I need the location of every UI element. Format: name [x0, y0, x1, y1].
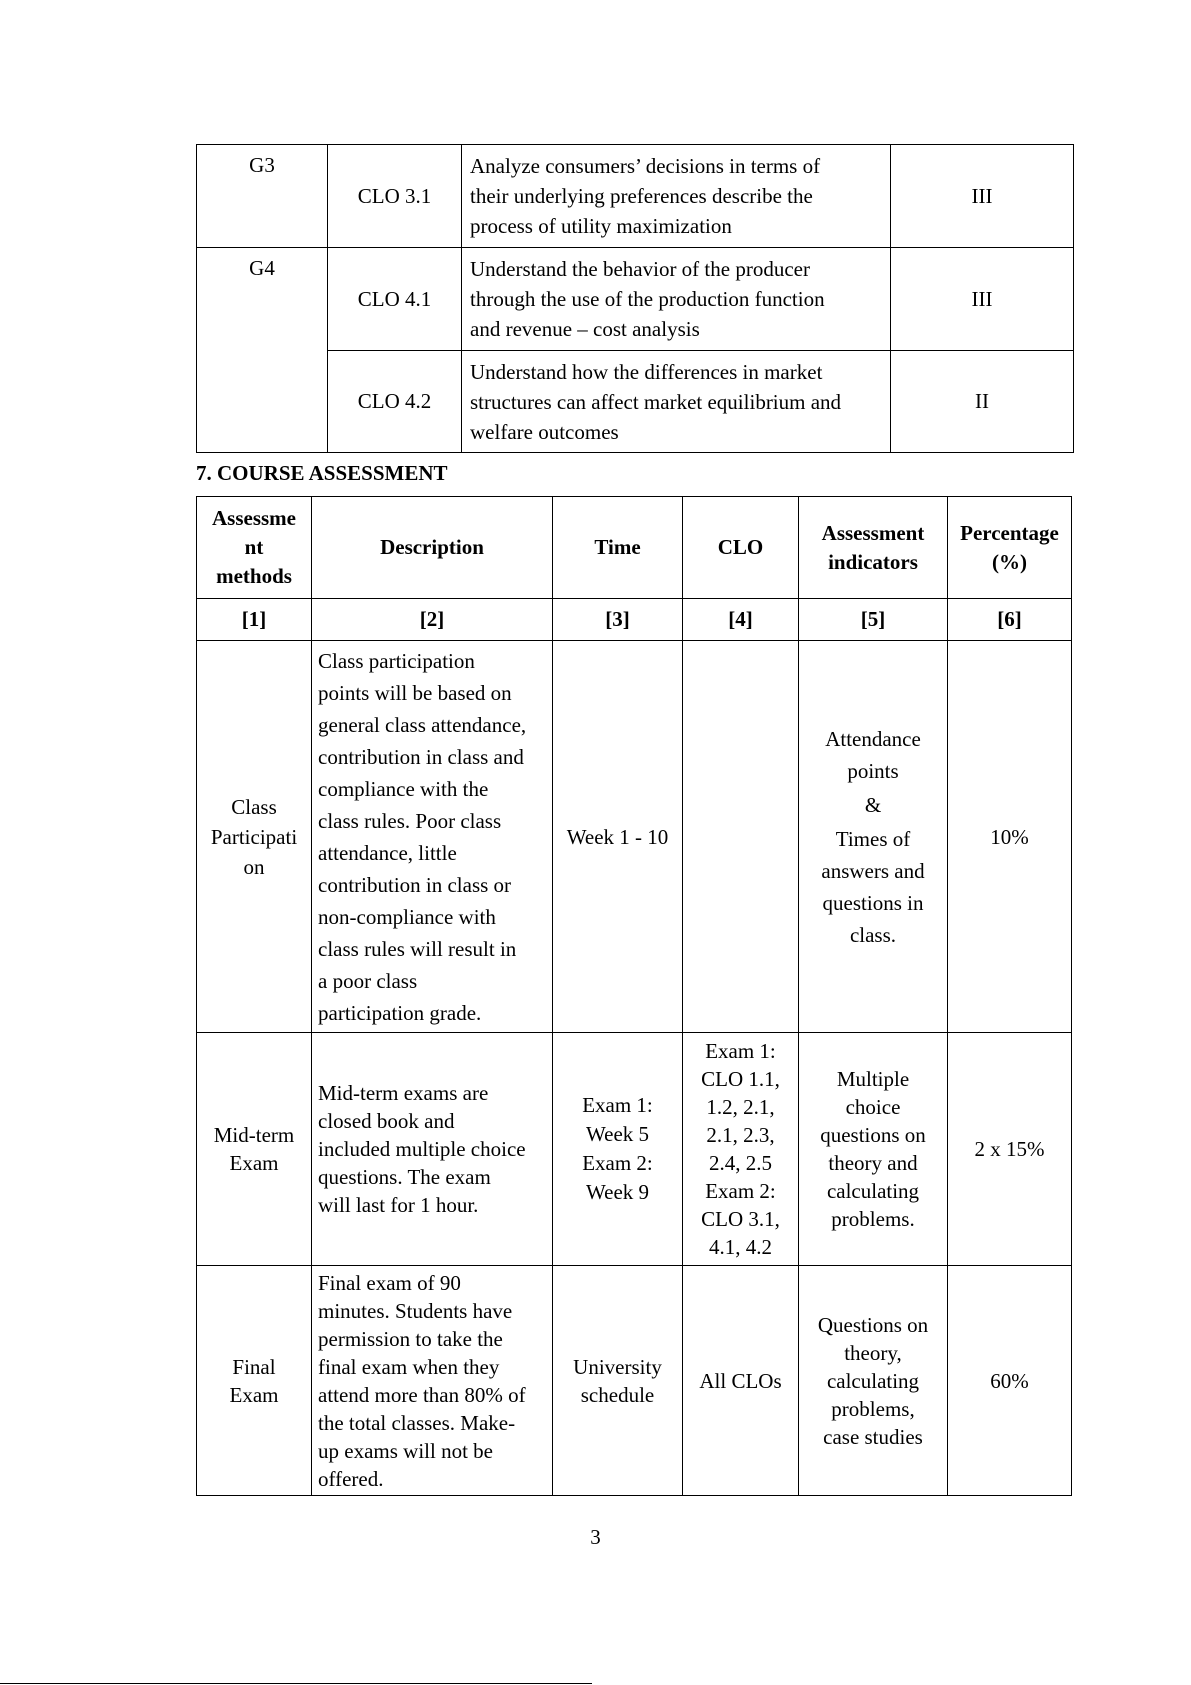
clo-table	[196, 144, 1074, 453]
header-line: methods	[216, 564, 292, 588]
cell-line: class rules. Poor class	[318, 808, 502, 833]
cell-line: up exams will not be	[318, 1438, 493, 1463]
header-row	[197, 497, 1072, 599]
cell-line: Times of	[835, 826, 911, 851]
description-line: welfare outcomes	[470, 419, 619, 444]
header-line: nt	[244, 535, 264, 559]
cell-line: 2.1, 2.3,	[706, 1123, 775, 1147]
index-cell: [4]	[683, 599, 799, 641]
cell-line: participation grade.	[318, 1000, 482, 1025]
cell-line: class.	[849, 922, 897, 947]
time-cell: Week 1 - 10	[553, 641, 683, 1033]
table-row	[197, 641, 1072, 1033]
clo-description-cell	[462, 248, 891, 351]
level-cell: III	[891, 248, 1074, 351]
cell-line: will last for 1 hour.	[318, 1193, 479, 1217]
cell-line: Class participation	[318, 648, 475, 673]
clo-cell	[683, 1033, 799, 1266]
cell-line: contribution in class and	[318, 744, 524, 769]
indicators-cell	[799, 1033, 948, 1266]
description-line: through the use of the production function	[470, 287, 825, 311]
cell-line: included multiple choice	[318, 1137, 526, 1161]
percentage-cell: 60%	[948, 1266, 1072, 1496]
cell-line: minutes. Students have	[318, 1298, 513, 1323]
cell-line: a poor class	[318, 968, 418, 993]
cell-line: offered.	[318, 1466, 384, 1491]
cell-line: Exam	[229, 1151, 279, 1175]
page-number: 3	[590, 1525, 601, 1549]
clo-description-cell	[462, 145, 891, 248]
percentage-cell: 10%	[948, 641, 1072, 1033]
clo-cell: CLO 4.1	[328, 248, 462, 351]
header-line: Percentage	[960, 520, 1059, 545]
indicators-cell	[799, 1266, 948, 1496]
cell-line: University	[573, 1354, 662, 1379]
description-line: process of utility maximization	[470, 214, 732, 238]
cell-line: Final	[232, 1354, 276, 1379]
cell-line: permission to take the	[318, 1326, 503, 1351]
table-row	[197, 1033, 1072, 1266]
assessment-table	[196, 496, 1072, 1496]
cell-line: theory and	[828, 1151, 918, 1175]
cell-line: CLO 1.1,	[701, 1067, 780, 1091]
method-cell	[197, 1033, 312, 1266]
description-line: Analyze consumers’ decisions in terms of	[470, 154, 821, 178]
cell-line: Exam 1:	[705, 1039, 776, 1063]
cell-line: 4.1, 4.2	[709, 1235, 772, 1259]
cell-line: calculating	[826, 1368, 920, 1393]
table-row	[197, 145, 1074, 248]
clo-description-cell	[462, 351, 891, 453]
description-line: their underlying preferences describe the	[470, 184, 813, 208]
cell-line: Exam 2:	[705, 1179, 776, 1203]
cell-line: Multiple	[836, 1067, 910, 1091]
footer-divider	[0, 1683, 592, 1684]
description-cell	[312, 1266, 553, 1496]
cell-line: Exam 1:	[582, 1093, 653, 1117]
index-cell: [1]	[197, 599, 312, 641]
percentage-cell: 2 x 15%	[948, 1033, 1072, 1266]
cell-line: Questions on	[817, 1312, 929, 1337]
clo-cell	[683, 641, 799, 1033]
header-clo: CLO	[683, 497, 799, 599]
clo-cell: CLO 3.1	[328, 145, 462, 248]
method-cell	[197, 641, 312, 1033]
index-cell: [3]	[553, 599, 683, 641]
cell-line: &	[864, 792, 882, 817]
cell-line: the total classes. Make-	[318, 1410, 516, 1435]
cell-line: final exam when they	[318, 1354, 500, 1379]
method-cell	[197, 1266, 312, 1496]
header-time: Time	[553, 497, 683, 599]
cell-line: Class	[231, 794, 277, 819]
table-row	[197, 1266, 1072, 1496]
cell-line: attendance, little	[318, 840, 457, 865]
index-cell: [5]	[799, 599, 948, 641]
cell-line: Week 5	[585, 1122, 650, 1146]
cell-line: closed book and	[318, 1109, 455, 1133]
cell-line: case studies	[823, 1424, 923, 1449]
cell-line: Week 9	[585, 1180, 650, 1204]
cell-line: on	[243, 854, 265, 879]
header-methods	[197, 497, 312, 599]
cell-line: Exam	[229, 1382, 279, 1407]
cell-line: problems,	[831, 1396, 915, 1421]
cell-line: points	[847, 758, 899, 783]
clo-cell: All CLOs	[683, 1266, 799, 1496]
time-cell	[553, 1266, 683, 1496]
header-description: Description	[312, 497, 553, 599]
description-line: Understand how the differences in market	[470, 359, 823, 384]
cell-line: problems.	[831, 1207, 915, 1231]
cell-line: points will be based on	[318, 680, 512, 705]
cell-line: Participati	[210, 824, 298, 849]
description-cell	[312, 641, 553, 1033]
cell-line: theory,	[844, 1340, 902, 1365]
header-indicators	[799, 497, 948, 599]
cell-line: 2.4, 2.5	[709, 1151, 772, 1175]
cell-line: non-compliance with	[318, 904, 496, 929]
header-line: Assessment	[821, 520, 925, 545]
indicators-cell	[799, 641, 948, 1033]
cell-line: answers and	[821, 858, 925, 883]
cell-line: Mid-term	[213, 1123, 295, 1147]
header-percentage	[948, 497, 1072, 599]
cell-line: general class attendance,	[318, 712, 527, 737]
cell-line: Attendance	[825, 726, 921, 751]
cell-line: Exam 2:	[582, 1151, 653, 1175]
description-cell	[312, 1033, 553, 1266]
level-cell: III	[891, 145, 1074, 248]
goal-cell: G4	[197, 248, 328, 453]
cell-line: contribution in class or	[318, 872, 512, 897]
description-line: and revenue – cost analysis	[470, 317, 700, 341]
goal-cell: G3	[197, 145, 328, 248]
cell-line: calculating	[826, 1179, 920, 1203]
cell-line: CLO 3.1,	[701, 1207, 780, 1231]
cell-line: compliance with the	[318, 776, 489, 801]
table-row	[197, 351, 1074, 453]
time-cell	[553, 1033, 683, 1266]
cell-line: choice	[845, 1095, 901, 1119]
cell-line: attend more than 80% of	[318, 1382, 526, 1407]
description-line: Understand the behavior of the producer	[470, 257, 810, 281]
header-line: indicators	[828, 549, 918, 574]
cell-line: Final exam of 90	[318, 1270, 461, 1295]
index-cell: [6]	[948, 599, 1072, 641]
cell-line: class rules will result in	[318, 936, 517, 961]
clo-cell: CLO 4.2	[328, 351, 462, 453]
cell-line: Mid-term exams are	[318, 1081, 489, 1105]
level-cell: II	[891, 351, 1074, 453]
cell-line: schedule	[580, 1382, 655, 1407]
table-row	[197, 248, 1074, 351]
cell-line: questions. The exam	[318, 1165, 491, 1189]
section-heading: 7. COURSE ASSESSMENT	[196, 461, 448, 485]
index-cell: [2]	[312, 599, 553, 641]
cell-line: questions on	[820, 1123, 926, 1147]
index-row	[197, 599, 1072, 641]
cell-line: 1.2, 2.1,	[706, 1095, 775, 1119]
description-line: structures can affect market equilibrium and	[470, 389, 842, 414]
header-line: (%)	[992, 549, 1027, 574]
cell-line: questions in	[822, 890, 924, 915]
header-line: Assessme	[212, 506, 296, 530]
